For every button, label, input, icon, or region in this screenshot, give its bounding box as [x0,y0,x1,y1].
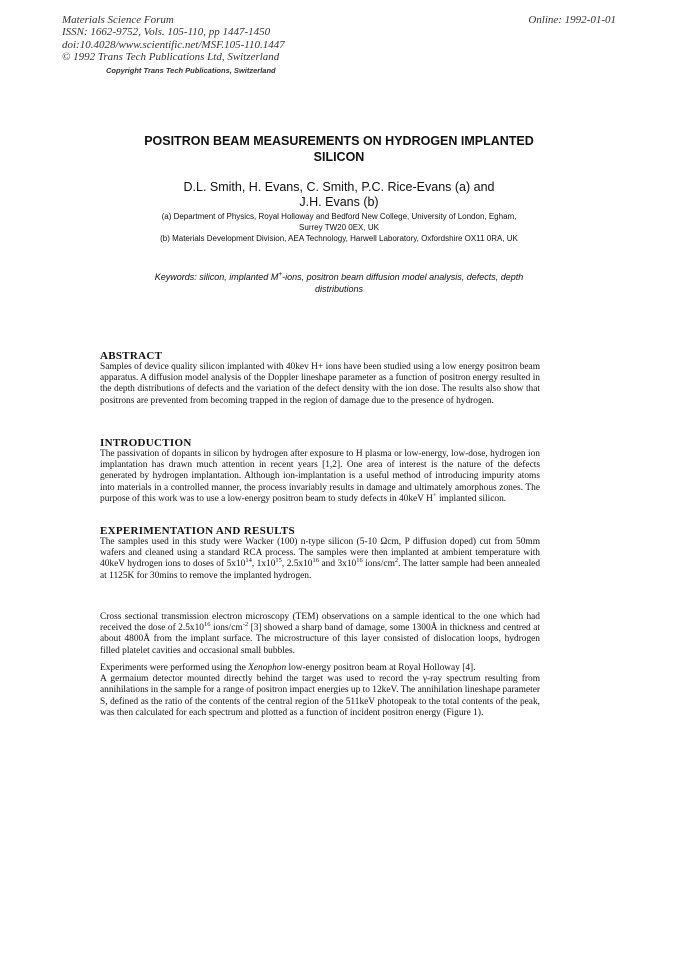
abstract-text: Samples of device quality silicon implanted with 40kev H+ ions have been studied using a low energy positron beam apparatus. A diffusion model analysis of the Doppler lineshape parameter as a function of positron energy resulted in the depth distributions of defects and the variation of the defect density with the ion dose. The results also show that positrons are prevented from becoming trapped in the region of damage due to the presence of hydrogen. [100,362,540,406]
italic-term: Xenophon [248,663,287,673]
keywords-line [110,272,568,284]
journal-header [62,14,285,77]
keywords-label: Keywords: [154,272,197,282]
section-heading: ABSTRACT [100,350,163,362]
title-line: POSITRON BEAM MEASUREMENTS ON HYDROGEN IMPLANTED [144,134,534,148]
authors-line: J.H. Evans (b) [299,195,379,209]
text-run: Cross sectional transmission electron microscopy (TEM) observations on a sample identical to the one which had received the dose of 2.5x10 [100,612,540,634]
xenophon-section [100,663,540,719]
affiliation-b: (b) Materials Development Division, AEA Technology, Harwell Laboratory, Oxfordshire OX11 0RA, UK [160,234,518,243]
doi-line: doi:10.4028/www.scientific.net/MSF.105-110.1447 [62,38,285,51]
paper-title [100,134,578,165]
section-heading: INTRODUCTION [100,437,192,449]
text-run: implanted silicon. [436,493,507,504]
issn-line: ISSN: 1662-9752, Vols. 105-110, pp 1447-1450 [62,26,271,39]
affiliation-a: (a) Department of Physics, Royal Holloway and Bedford New College, University of London, Egham, [161,212,517,221]
experiment-paragraph-4: A germaium detector mounted directly behind the target was used to record the γ-ray spectrum resulting from annihilations in the sample for a range of positron impact energies up to 12keV. The annihilation lineshape parameter S, defined as the ratio of the contents of the central region of the 511keV photopeak to the total contents of the peak, was then calculated for each spectrum and plotted as a function of incident positron energy (Figure 1). [100,674,540,718]
text-run: . The latter sample had been annealed at 1125K for 30mins to remove the implanted hydrogen. [100,559,541,581]
keywords-line: distributions [314,283,364,294]
keywords-text: silicon, implanted M [199,272,279,282]
experiment-paragraph-1 [100,537,540,582]
superscript: 15 [275,557,282,565]
experiment-section [100,525,540,582]
experiment-paragraph-2 [100,612,540,657]
introduction-text [100,449,540,505]
introduction-section [100,437,540,505]
text-run: , 2.5x10 [281,559,313,570]
text-run: ions/cm [210,623,243,634]
superscript: 2 [394,557,399,565]
affiliations [100,211,578,244]
superscript: 14 [245,557,252,565]
title-line: SILICON [313,149,365,164]
text-run: Experiments were performed using the [100,663,249,673]
copyright-line: Copyright Trans Tech Publications, Switzerland [106,65,276,75]
keywords [110,272,568,295]
superscript: 16 [312,557,319,565]
journal-name: Materials Science Forum [62,14,174,26]
text-run: [3] showed a sharp band of damage, some 1300Å in thickness and centred at about 4800Å from the implant surface. The microstructure of this layer consisted of dislocation loops, hydrogen filled platelet cavities and occasional small bubbles. [100,623,540,656]
authors [100,180,578,210]
text-run: low-energy positron beam at Royal Holloway [4]. [286,663,476,673]
superscript: -2 [242,621,249,629]
abstract-section [100,350,540,407]
text-run: , 1x10 [251,559,276,570]
text-run: and 3x10 [319,559,357,570]
keywords-text: -ions, positron beam diffusion model analysis, defects, depth [282,272,524,282]
text-run: The passivation of dopants in silicon by hydrogen after exposure to H plasma or low-energy, low-dose, hydrogen ion implantation has drawn much attention in recent years [1,2]. One area of interest is the nature of the defects generated by hydrogen implantation. Although ion-implantation is a useful method of introducing impurity atoms into materials in a controlled manner, the process invariably results in damage and ultimately amorphous zones. The purpose of this work was to use a low-energy positron beam to study defects in 40keV H [100,449,540,504]
publisher-line: © 1992 Trans Tech Publications Ltd, Switzerland [62,51,280,64]
tem-section [100,612,540,657]
superscript: + [432,491,437,499]
text-run: ions/cm [362,559,395,570]
superscript: 16 [356,557,363,565]
text-run: The samples used in this study were Wacker (100) n-type silicon (5-10 Ωcm, P diffusion doped) cut from 50mm wafers and cleaned using a standard RCA process. The samples were then implanted at ambient temperature with 40keV hydrogen ions to doses of 5x10 [100,537,540,570]
online-date: Online: 1992-01-01 [528,14,616,26]
superscript: 16 [203,621,211,629]
affiliation-a-cont: Surrey TW20 0EX, UK [299,223,379,232]
keywords-sup: + [278,271,283,278]
experiment-paragraph-3 [100,663,540,674]
authors-line: D.L. Smith, H. Evans, C. Smith, P.C. Rice-Evans (a) and [183,180,495,194]
section-heading: EXPERIMENTATION AND RESULTS [100,525,295,537]
